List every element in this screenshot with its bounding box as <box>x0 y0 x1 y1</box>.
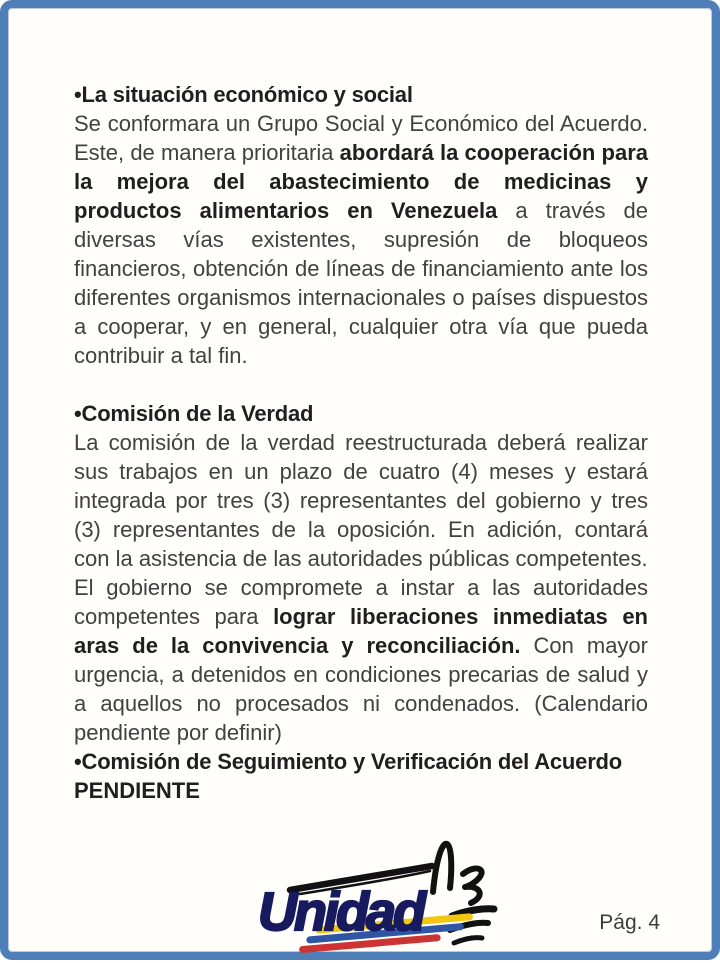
text-run: La comisión de la verdad reestructurada deberá realizar sus trabajos en un plazo de cuatro (4) meses y estará integrada por tres (3) representantes del gobierno y tres (3) representantes de la oposición. En adición, contará con la asistencia de las autoridades públicas competentes. <box>74 430 648 571</box>
paragraph <box>74 573 648 747</box>
paragraph <box>74 428 648 573</box>
text-run: a través de diversas vías existentes, supresión de bloqueos financieros, obtención de líneas de financiamiento ante los diferentes organismos internacionales o países dispuestos a cooperar, y en general, cualquier otra vía que pueda contribuir a tal fin. <box>74 198 649 368</box>
section-heading: •Comisión de la Verdad <box>74 401 314 426</box>
section-heading: •La situación económico y social <box>74 82 413 107</box>
content-sections <box>74 80 648 805</box>
paragraph <box>74 776 648 805</box>
section-heading: •Comisión de Seguimiento y Verificación del Acuerdo <box>74 749 623 774</box>
unidad-logo <box>254 830 498 958</box>
bold-text-run: lograr liberaciones inmediatas en aras de la convivencia y reconciliación. <box>74 604 648 658</box>
text-run: El gobierno se compromete a instar a las autoridades competentes para <box>74 575 648 629</box>
paragraph <box>74 109 648 370</box>
unidad-wordmark: Unidad <box>258 882 423 942</box>
section-gap <box>74 370 648 399</box>
page-number-label: Pág. 4 <box>599 911 660 934</box>
bold-text-run: PENDIENTE <box>74 778 200 803</box>
text-run: Con mayor urgencia, a detenidos en condiciones precarias de salud y a aquellos no procesados ni condenados. (Calendario pendiente por definir) <box>74 633 648 745</box>
bold-text-run: abordará la cooperación para la mejora del abastecimiento de medicinas y productos alimentarios en Venezuela <box>74 140 648 223</box>
text-run: Se conformara un Grupo Social y Económico del Acuerdo. Este, de manera prioritaria <box>74 111 648 165</box>
unidad-logo-graphic <box>254 830 498 958</box>
